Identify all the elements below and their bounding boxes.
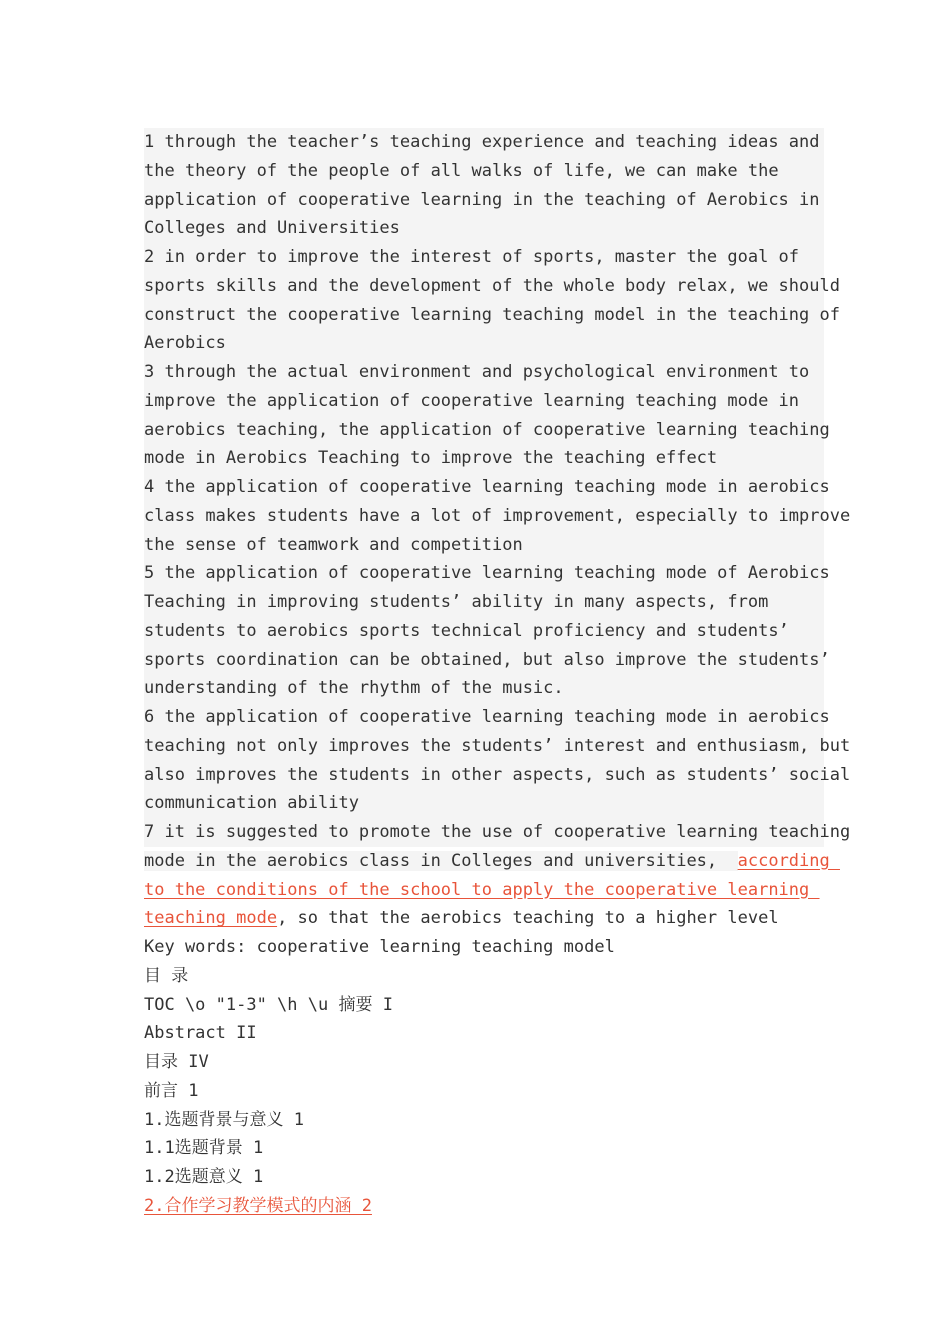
body-line — [144, 473, 830, 502]
line-text: , so that the aerobics teaching to a higher level — [277, 908, 779, 929]
line-text: the sense of teamwork and competition — [144, 534, 523, 555]
toc-entry-text: 前言 1 — [144, 1080, 199, 1101]
toc-entry — [144, 1048, 824, 1077]
line-text: the theory of the people of all walks of life, we can make the — [144, 160, 779, 181]
line-text: construct the cooperative learning teaching model in the teaching of — [144, 304, 840, 325]
body-line — [144, 128, 824, 157]
toc-entry-text: 1.选题背景与意义 1 — [144, 1109, 304, 1130]
body-line — [144, 358, 824, 387]
line-text: Colleges and Universities — [144, 218, 400, 239]
body-line — [144, 243, 824, 272]
body-line — [144, 387, 824, 416]
suggestion-link[interactable]: to the conditions of the school to apply the cooperative learning — [144, 879, 820, 900]
line-text: 7 it is suggested to promote the use of cooperative learning teaching — [144, 822, 851, 842]
toc-entry — [144, 1134, 824, 1163]
body-line — [144, 416, 830, 445]
body-line — [144, 646, 830, 675]
line-text: sports coordination can be obtained, but also improve the students’ — [144, 649, 830, 670]
body-line — [144, 703, 830, 732]
body-line — [144, 588, 824, 617]
toc-entry-text: TOC \o "1-3" \h \u 摘要 I — [144, 994, 393, 1015]
body-line — [144, 818, 851, 847]
toc-entry-text: 目录 IV — [144, 1052, 209, 1072]
body-line — [144, 502, 851, 531]
line-text: mode in Aerobics Teaching to improve the teaching effect — [144, 448, 718, 469]
keywords-text: Key words: cooperative learning teaching model — [144, 937, 615, 957]
body-line — [144, 876, 824, 905]
suggestion-link[interactable]: teaching mode — [144, 908, 278, 929]
body-line — [144, 272, 840, 301]
body-line — [144, 329, 824, 358]
toc-entry-text: Abstract II — [144, 1023, 257, 1044]
toc-heading — [144, 962, 824, 991]
document-body — [144, 128, 851, 1221]
body-line — [144, 761, 851, 790]
body-line — [144, 732, 851, 761]
toc-heading-text: 目 录 — [144, 965, 189, 986]
body-line — [144, 214, 824, 243]
line-text: 6 the application of cooperative learning teaching mode in aerobics — [144, 707, 830, 727]
body-line — [144, 186, 824, 215]
line-text: 3 through the actual environment and psychological environment to — [144, 362, 810, 382]
body-line — [144, 301, 840, 330]
body-line — [144, 559, 830, 588]
body-line — [144, 847, 840, 876]
suggestion-link[interactable]: according — [737, 850, 840, 871]
line-text: communication ability — [144, 793, 359, 814]
body-line — [144, 904, 824, 933]
line-text: 2 in order to improve the interest of sports, master the goal of — [144, 247, 800, 267]
line-text: class makes students have a lot of improvement, especially to improve — [144, 505, 851, 526]
body-line — [144, 444, 824, 473]
line-text: 4 the application of cooperative learning teaching mode in aerobics — [144, 477, 830, 497]
line-text: improve the application of cooperative learning teaching mode in — [144, 390, 800, 411]
toc-entry — [144, 1192, 824, 1221]
keywords-line — [144, 933, 824, 962]
line-text: Aerobics — [144, 333, 226, 354]
body-line — [144, 531, 824, 560]
line-text: also improves the students in other aspects, such as students’ social — [144, 764, 851, 785]
toc-entry — [144, 1077, 824, 1106]
line-text: 1 through the teacher’s teaching experience and teaching ideas and — [144, 132, 820, 152]
toc-entry — [144, 1106, 824, 1135]
line-text: 5 the application of cooperative learning teaching mode of Aerobics — [144, 563, 830, 584]
line-text: aerobics teaching, the application of cooperative learning teaching — [144, 419, 830, 440]
toc-entry — [144, 1163, 824, 1192]
body-line — [144, 674, 824, 703]
line-text: understanding of the rhythm of the music. — [144, 678, 564, 699]
toc-entry — [144, 991, 824, 1020]
body-line — [144, 617, 824, 646]
line-text: Teaching in improving students’ ability in many aspects, from — [144, 592, 769, 612]
line-text: students to aerobics sports technical proficiency and students’ — [144, 620, 789, 641]
body-line — [144, 789, 824, 818]
line-text: application of cooperative learning in the teaching of Aerobics in — [144, 189, 820, 210]
line-text: sports skills and the development of the whole body relax, we should — [144, 275, 840, 296]
toc-link-entry[interactable]: 2.合作学习教学模式的内涵 2 — [144, 1195, 372, 1216]
line-text: teaching not only improves the students’ interest and enthusiasm, but — [144, 735, 851, 756]
line-text: mode in the aerobics class in Colleges and universities, — [144, 850, 738, 871]
toc-entry-text: 1.2选题意义 1 — [144, 1167, 264, 1187]
toc-entry-text: 1.1选题背景 1 — [144, 1138, 264, 1159]
body-line — [144, 157, 824, 186]
toc-entry — [144, 1019, 824, 1048]
